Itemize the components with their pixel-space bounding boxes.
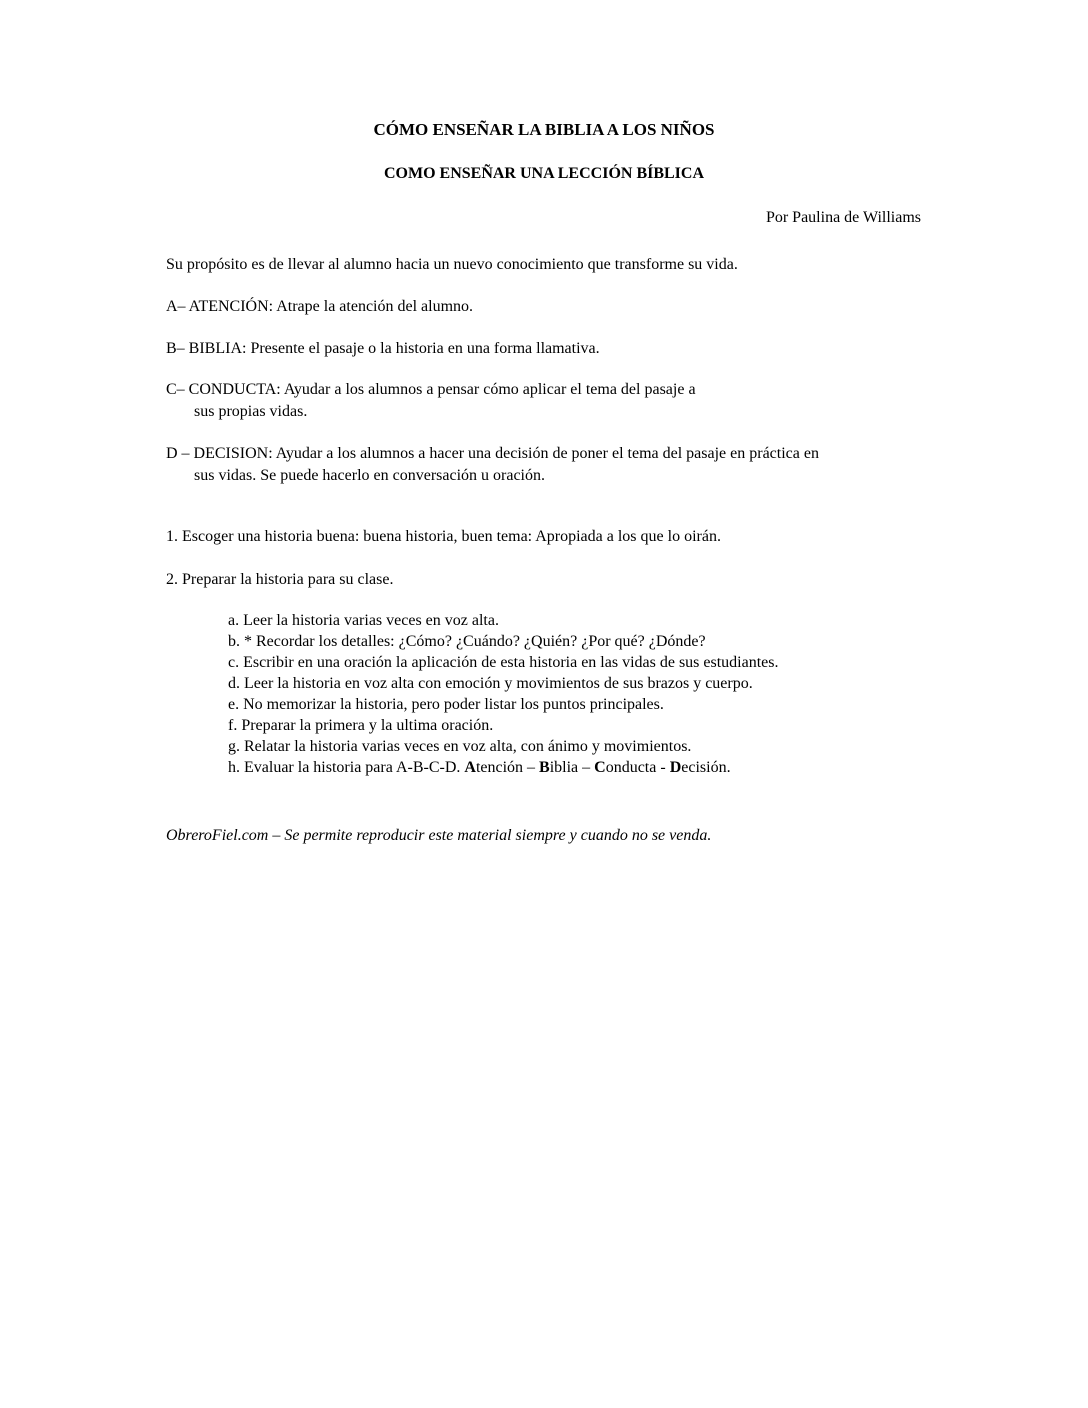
author-line: Por Paulina de Williams [765,209,921,226]
abcd-item-b [166,338,600,360]
abcd-item-d [166,443,819,487]
substep-h-b: B [539,759,550,776]
step-1: 1. Escoger una historia buena: buena historia, buen tema: Apropiada a los que lo oirán. [166,528,721,545]
substep-h-c: C [594,759,606,776]
step-2: 2. Preparar la historia para su clase. [166,571,394,588]
substep-h-a-rest: tención – [475,759,540,776]
abcd-item-a-text: A– ATENCIÓN: Atrape la atención del alumno. [166,298,474,315]
list-item: e. No memorizar la historia, pero poder listar los puntos principales. [228,696,664,713]
abcd-item-d-line2: sus vidas. Se puede hacerlo en conversación u oración. [194,467,545,484]
abcd-item-a [166,296,473,318]
list-item: d. Leer la historia en voz alta con emoción y movimientos de sus brazos y cuerpo. [228,675,753,692]
document-subtitle: COMO ENSEÑAR UNA LECCIÓN BÍBLICA [383,165,705,182]
abcd-item-d-line1: D – DECISION: Ayudar a los alumnos a hacer una decisión de poner el tema del pasaje en práctica en [166,445,819,462]
substep-h-d: D [669,759,682,776]
document-title: CÓMO ENSEÑAR LA BIBLIA A LOS NIÑOS [373,120,715,139]
intro-paragraph: Su propósito es de llevar al alumno hacia un nuevo conocimiento que transforme su vida. [166,256,738,273]
substep-h-d-rest: ecisión. [681,759,731,776]
footer-note: ObreroFiel.com – Se permite reproducir este material siempre y cuando no se venda. [166,827,712,844]
substep-h-prefix: h. Evaluar la historia para A-B-C-D. [228,759,465,776]
list-item: c. Escribir en una oración la aplicación de esta historia en las vidas de sus estudiantes. [228,654,779,671]
list-item: b. * Recordar los detalles: ¿Cómo? ¿Cuándo? ¿Quién? ¿Por qué? ¿Dónde? [228,633,706,650]
substep-h-a: A [464,759,476,776]
list-item-h [228,757,778,778]
list-item: a. Leer la historia varias veces en voz alta. [228,612,499,629]
abcd-item-b-text: B– BIBLIA: Presente el pasaje o la historia en una forma llamativa. [166,340,600,357]
list-item: f. Preparar la primera y la ultima oración. [228,717,494,734]
substep-h-b-rest: iblia – [549,759,595,776]
substeps-list [228,610,778,778]
abcd-item-c [166,379,696,423]
abcd-item-c-line1: C– CONDUCTA: Ayudar a los alumnos a pensar cómo aplicar el tema del pasaje a [166,381,696,398]
abcd-item-c-line2: sus propias vidas. [194,403,308,420]
substep-h-c-rest: onducta - [605,759,670,776]
list-item: g. Relatar la historia varias veces en voz alta, con ánimo y movimientos. [228,738,692,755]
